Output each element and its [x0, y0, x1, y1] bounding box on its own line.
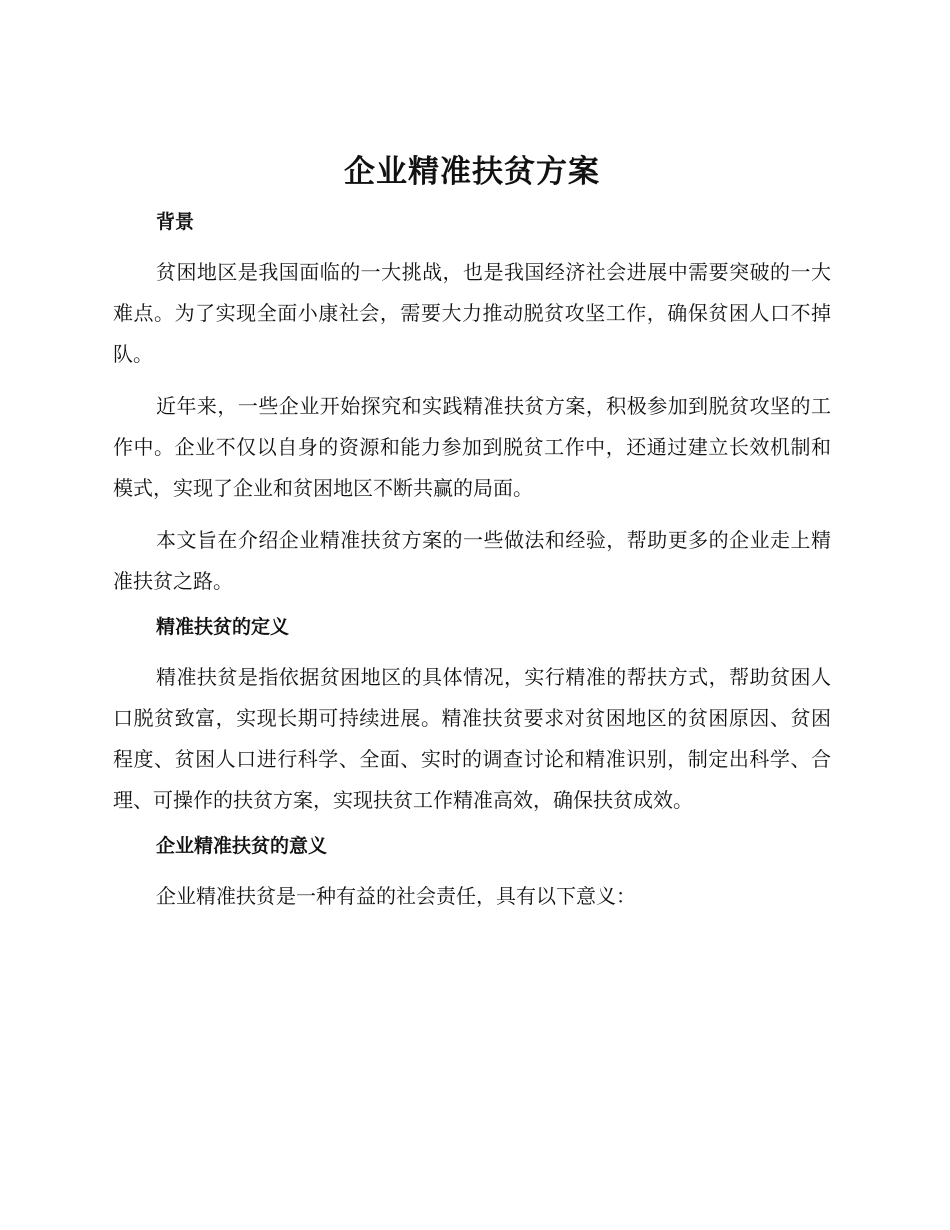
section-heading-background: 背景	[156, 211, 195, 233]
section-heading-definition: 精准扶贫的定义	[156, 616, 290, 638]
paragraph: 贫困地区是我国面临的一大挑战，也是我国经济社会进展中需要突破的一大难点。为了实现全面小康社会，需要大力推动脱贫攻坚工作，确保贫困人口不掉队。	[113, 260, 831, 366]
document-title: 企业精准扶贫方案	[344, 154, 600, 190]
section-significance	[113, 832, 831, 917]
paragraph: 企业精准扶贫是一种有益的社会责任，具有以下意义：	[156, 884, 636, 908]
paragraph: 本文旨在介绍企业精准扶贫方案的一些做法和经验，帮助更多的企业走上精准扶贫之路。	[113, 528, 831, 593]
paragraph: 精准扶贫是指依据贫困地区的具体情况，实行精准的帮扶方式，帮助贫困人口脱贫致富，实现长期可持续进展。精准扶贫要求对贫困地区的贫困原因、贫困程度、贫困人口进行科学、全面、实时的调查讨论和精准识别，制定出科学、合理、可操作的扶贫方案，实现扶贫工作精准高效，确保扶贫成效。	[113, 665, 831, 812]
paragraph: 近年来，一些企业开始探究和实践精准扶贫方案，积极参加到脱贫攻坚的工作中。企业不仅以自身的资源和能力参加到脱贫工作中，还通过建立长效机制和模式，实现了企业和贫困地区不断共赢的局面。	[113, 394, 831, 500]
document-page	[113, 150, 831, 928]
section-background	[113, 208, 831, 602]
section-heading-significance: 企业精准扶贫的意义	[156, 835, 328, 857]
section-definition	[113, 613, 831, 821]
